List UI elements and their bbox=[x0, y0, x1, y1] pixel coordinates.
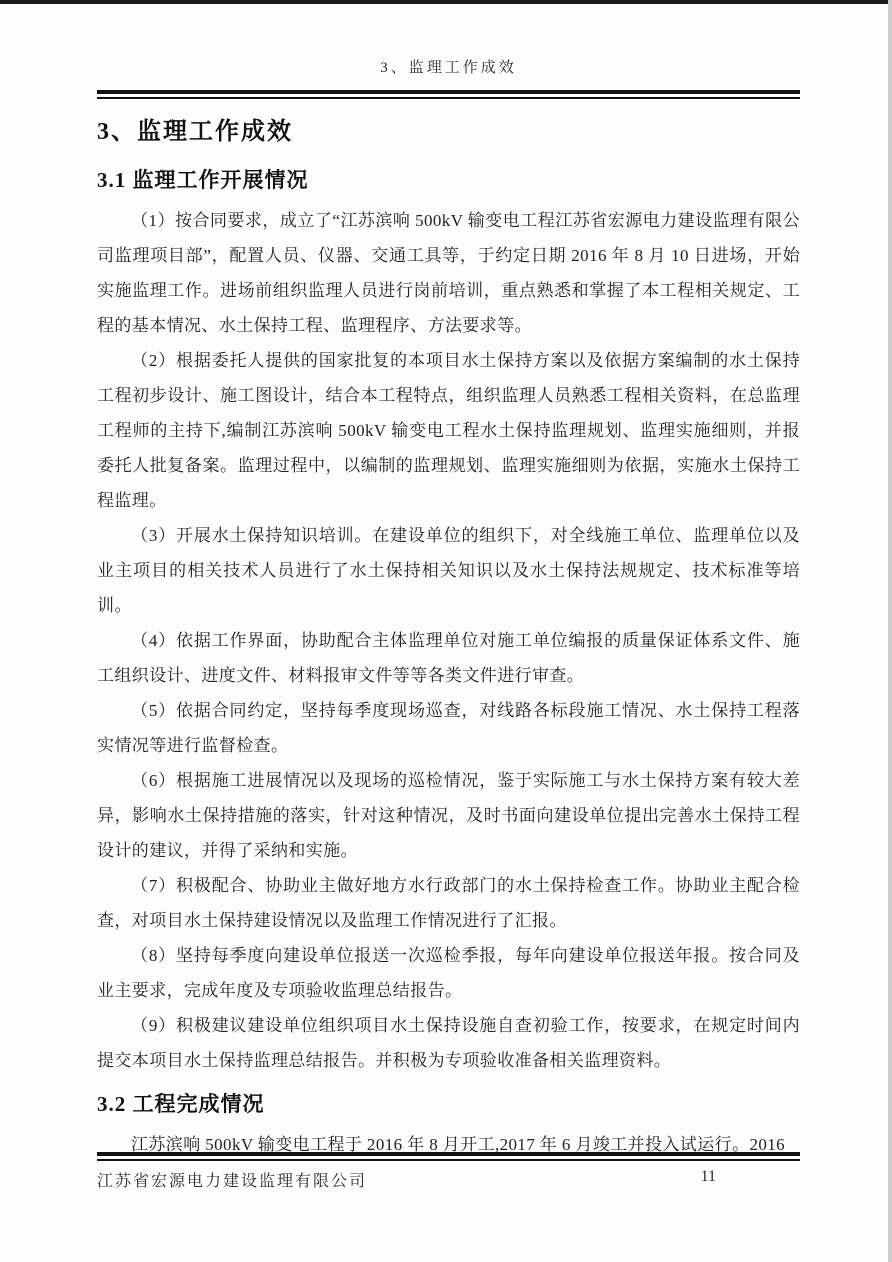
paragraph-10: 江苏滨响 500kV 输变电工程于 2016 年 8 月开工,2017 年 6 月竣工并投入试运行。2016 bbox=[131, 1135, 786, 1154]
chapter-heading: 3、监理工作成效 bbox=[97, 119, 293, 145]
paragraph-4: （4）依据工作界面，协助配合主体监理单位对施工单位编报的质量保证体系文件、施工组织设计、进度文件、材料报审文件等等各类文件进行审查。 bbox=[97, 631, 800, 685]
scan-border-top bbox=[0, 0, 892, 4]
section-heading-3-2: 3.2 工程完成情况 bbox=[97, 1092, 265, 1116]
paragraph-1: （1）按合同要求，成立了“江苏滨响 500kV 输变电工程江苏省宏源电力建设监理有限公司监理项目部”，配置人员、仪器、交通工具等，于约定日期 2016 年 8 月 10 日进场，开始实施监理工作。进场前组织监理人员进行岗前培训，重点熟悉和掌握了本工程相关规定、工程的基本情况、水土保持工程、监理程序、方法要求等。 bbox=[97, 211, 800, 335]
page-content bbox=[0, 56, 892, 1162]
paragraph-5: （5）依据合同约定，坚持每季度现场巡查，对线路各标段施工情况、水土保持工程落实情况等进行监督检查。 bbox=[97, 701, 800, 755]
paragraph-3: （3）开展水土保持知识培训。在建设单位的组织下，对全线施工单位、监理单位以及业主项目的相关技术人员进行了水土保持相关知识以及水土保持法规规定、技术标准等培训。 bbox=[97, 526, 800, 615]
footer-row bbox=[97, 1168, 800, 1191]
paragraph-6: （6）根据施工进展情况以及现场的巡检情况，鉴于实际施工与水土保持方案有较大差异，影响水土保持措施的落实，针对这种情况，及时书面向建设单位提出完善水土保持工程设计的建议，并得了采纳和实施。 bbox=[97, 771, 800, 860]
footer-company-name: 江苏省宏源电力建设监理有限公司 bbox=[97, 1173, 368, 1190]
header-divider bbox=[97, 90, 800, 99]
paragraph-8: （8）坚持每季度向建设单位报送一次巡检季报，每年向建设单位报送年报。按合同及业主要求，完成年度及专项验收监理总结报告。 bbox=[97, 946, 800, 1000]
page-footer bbox=[97, 1152, 800, 1191]
paragraph-7: （7）积极配合、协助业主做好地方水行政部门的水土保持检查工作。协助业主配合检查，对项目水土保持建设情况以及监理工作情况进行了汇报。 bbox=[97, 876, 800, 930]
section-3-1-body bbox=[97, 203, 800, 1078]
scan-border-right bbox=[888, 0, 892, 1262]
running-header: 3、监理工作成效 bbox=[380, 60, 517, 76]
section-heading-3-1: 3.1 监理工作开展情况 bbox=[97, 168, 309, 192]
footer-divider bbox=[97, 1152, 800, 1161]
page-number: 11 bbox=[700, 1168, 716, 1185]
paragraph-2: （2）根据委托人提供的国家批复的本项目水土保持方案以及依据方案编制的水土保持工程初步设计、施工图设计，结合本工程特点，组织监理人员熟悉工程相关资料，在总监理工程师的主持下,编制江苏滨响 500kV 输变电工程水土保持监理规划、监理实施细则，并报委托人批复备案。监理过程中，以编制的监理规划、监理实施细则为依据，实施水土保持工程监理。 bbox=[97, 351, 800, 510]
paragraph-9: （9）积极建议建设单位组织项目水土保持设施自查初验工作，按要求，在规定时间内提交本项目水土保持监理总结报告。并积极为专项验收准备相关监理资料。 bbox=[97, 1016, 800, 1070]
